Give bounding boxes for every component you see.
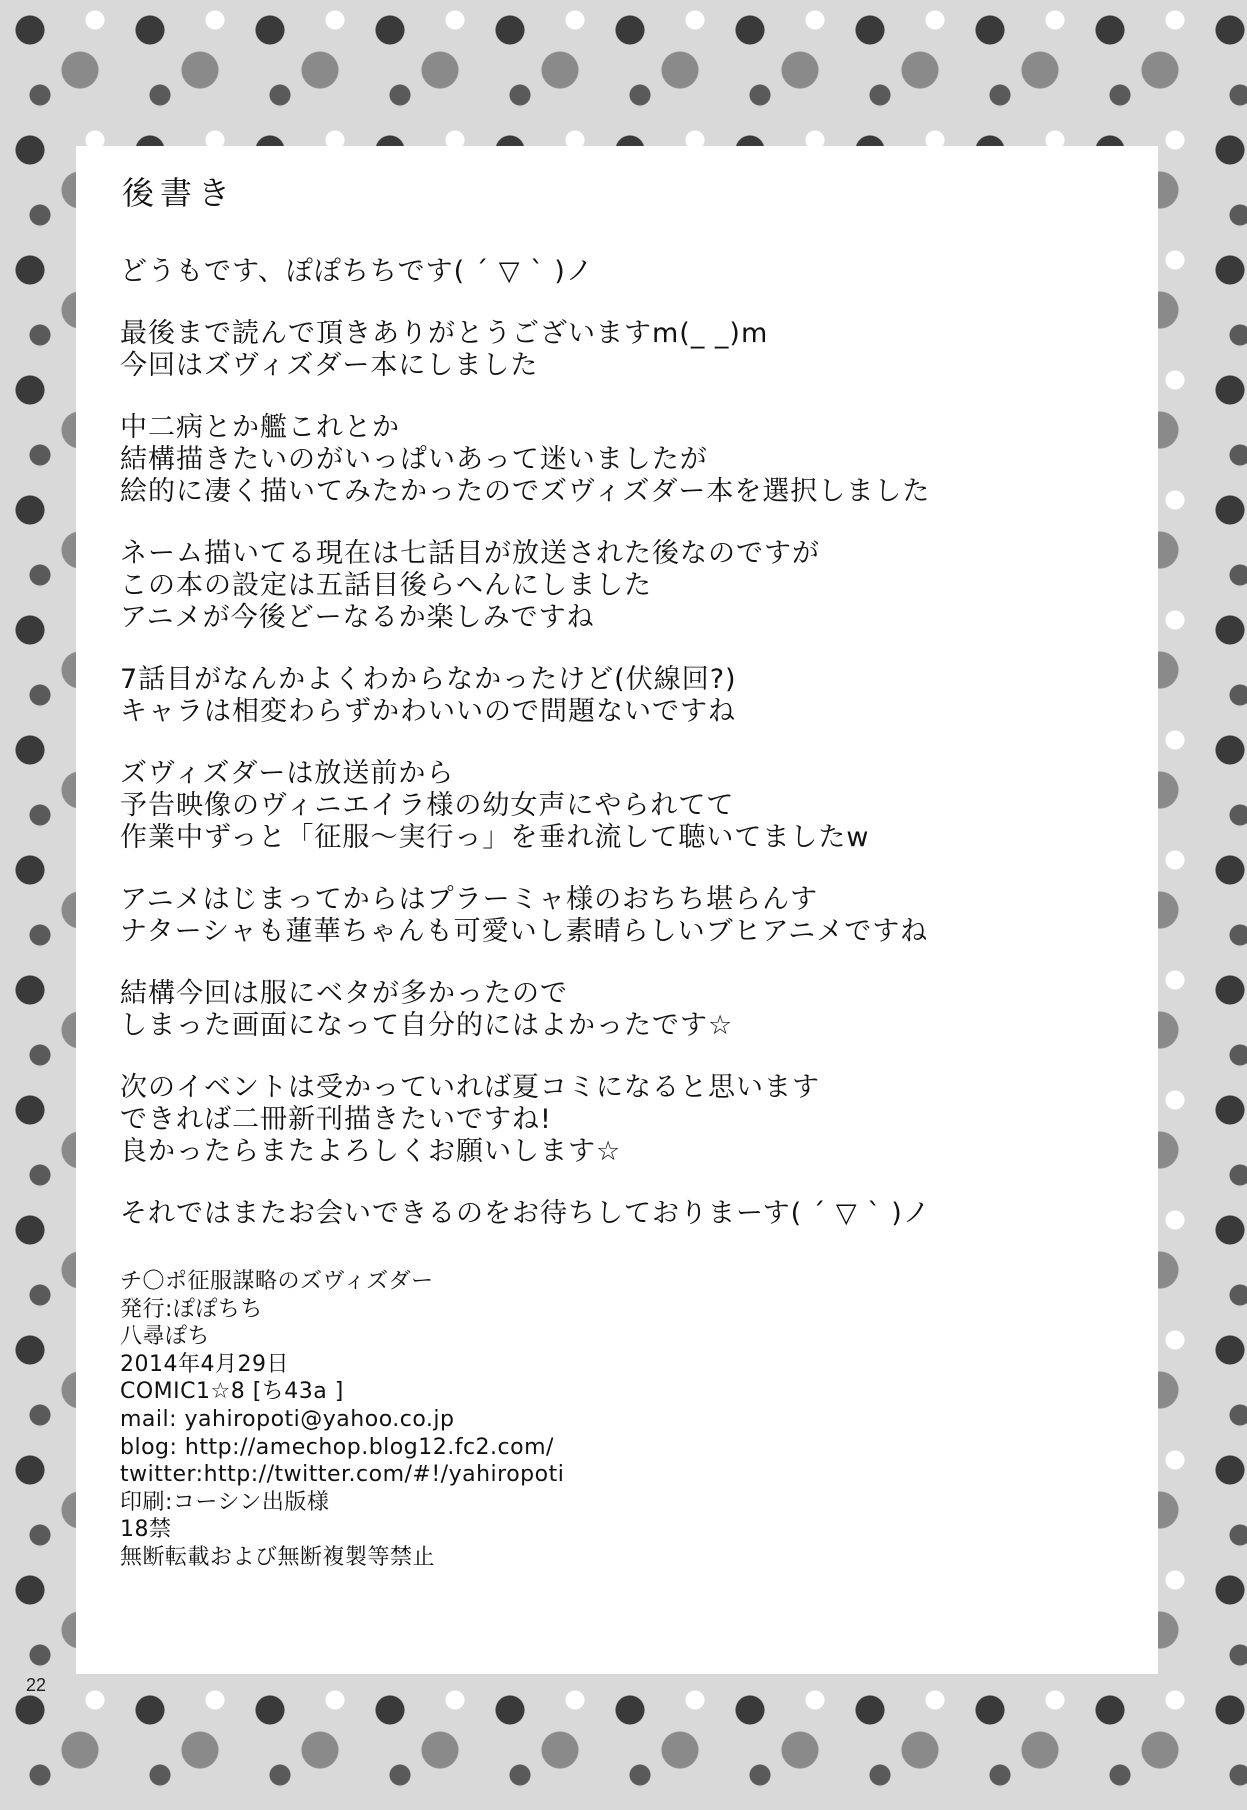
colophon [120,1268,1120,1572]
page-title: 後書き [122,174,237,212]
text-line: 絵的に凄く描いてみたかったのでズヴィズダー本を選択しました [120,476,931,507]
paragraph-5 [120,664,1120,728]
text-line: アニメが今後どーなるか楽しみですね [120,602,595,633]
colophon-title: チ〇ポ征服謀略のズヴィズダー [120,1269,434,1294]
text-line: アニメはじまってからはプラーミャ様のおちち堪らんす [120,884,819,915]
colophon-twitter: twitter:http://twitter.com/#!/yahiropoti [120,1462,565,1488]
paragraph-7 [120,884,1120,948]
text-line: 結構今回は服にベタが多かったので [120,978,568,1009]
text-line: 予告映像のヴィニエイラ様の幼女声にやられてて [120,790,735,821]
colophon-mail: mail: yahiropoti@yahoo.co.jp [120,1406,455,1432]
paragraph-8 [120,978,1120,1042]
colophon-printer: 印刷:コーシン出版様 [120,1489,330,1515]
text-line: この本の設定は五話目後らへんにしました [120,570,652,601]
paragraph-2 [120,318,1120,382]
afterword-content [120,168,1120,1572]
colophon-date: 2014年4月29日 [120,1351,289,1377]
text-line: しまった画面になって自分的にはよかったです☆ [120,1010,734,1041]
colophon-blog: blog: http://amechop.blog12.fc2.com/ [120,1434,554,1460]
paragraph-6 [120,758,1120,854]
paragraph-1 [120,256,1120,288]
text-line: 今回はズヴィズダー本にしました [120,350,539,381]
paragraph-3 [120,412,1120,508]
text-line: ナターシャも蓮華ちゃんも可愛いし素晴らしいブヒアニメですね [120,916,929,947]
colophon-event: COMIC1☆8 [ち43a ] [120,1379,344,1405]
colophon-rating: 18禁 [120,1517,172,1543]
text-line: 7話目がなんかよくわからなかったけど(伏線回?) [120,664,737,695]
text-line: キャラは相変わらずかわいいので問題ないですね [120,696,736,727]
paragraph-9 [120,1072,1120,1168]
text-line: 結構描きたいのがいっぱいあって迷いましたが [120,444,708,475]
text-line: ズヴィズダーは放送前から [120,758,455,789]
paragraph-4 [120,538,1120,634]
paragraph-10 [120,1198,1120,1230]
text-line: どうもです、ぽぽちちです( ´ ▽ ` )ノ [120,256,594,287]
text-line: 次のイベントは受かっていれば夏コミになると思います [120,1072,820,1103]
text-line: できれば二冊新刊描きたいですね! [120,1104,552,1135]
text-line: 最後まで読んで頂きありがとうございますm(_ _)m [120,318,769,349]
text-line: 中二病とか艦これとか [120,412,400,443]
colophon-publisher: 発行:ぽぽちち [120,1296,263,1322]
colophon-author: 八尋ぽち [120,1324,211,1350]
text-line: それではまたお会いできるのをお待ちしておりまーす( ´ ▽ ` )ノ [120,1198,931,1229]
colophon-copyright-notice: 無断転載および無断複製等禁止 [120,1544,436,1570]
text-line: ネーム描いてる現在は七話目が放送された後なのですが [120,538,820,569]
page-number: 22 [26,1675,47,1695]
text-line: 良かったらまたよろしくお願いします☆ [120,1136,622,1167]
text-line: 作業中ずっと「征服～実行っ」を垂れ流して聴いてましたw [120,822,870,853]
